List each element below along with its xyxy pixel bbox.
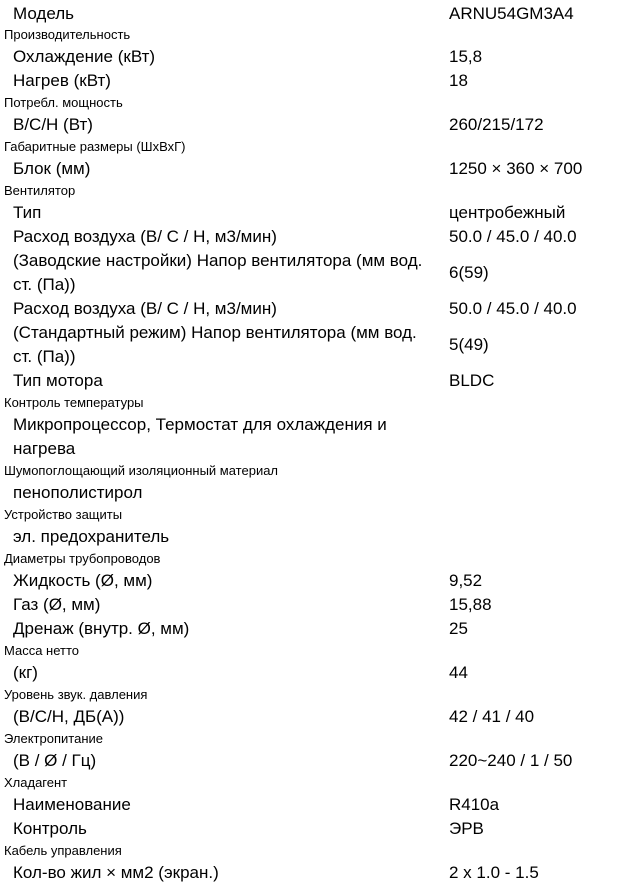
spec-row bbox=[0, 113, 619, 137]
spec-value: R410a bbox=[449, 795, 500, 814]
spec-row bbox=[0, 413, 619, 461]
spec-value: 15,8 bbox=[449, 47, 483, 66]
spec-label: (кг) bbox=[13, 663, 38, 682]
spec-label: (Стандартный режим) Напор вентилятора (мм вод. ст. (Па)) bbox=[13, 323, 417, 366]
spec-row bbox=[0, 749, 619, 773]
spec-label: Тип bbox=[13, 203, 42, 222]
spec-value: 18 bbox=[449, 71, 468, 90]
spec-label: Газ (Ø, мм) bbox=[13, 595, 101, 614]
section-title-protection: Устройство защиты bbox=[4, 507, 123, 522]
spec-row bbox=[0, 705, 619, 729]
spec-value: 5(49) bbox=[449, 335, 489, 354]
section-title-power-supply: Электропитание bbox=[4, 731, 103, 746]
spec-value: 6(59) bbox=[449, 263, 489, 282]
spec-label: Кол-во жил × мм2 (экран.) bbox=[13, 863, 219, 882]
spec-row bbox=[0, 321, 619, 369]
spec-value: 1250 × 360 × 700 bbox=[449, 159, 583, 178]
spec-label: Наименование bbox=[13, 795, 131, 814]
spec-value: 42 / 41 / 40 bbox=[449, 707, 535, 726]
spec-label: Тип мотора bbox=[13, 371, 103, 390]
spec-label: Микропроцессор, Термостат для охлаждения и нагрева bbox=[13, 415, 387, 458]
spec-label: Жидкость (Ø, мм) bbox=[13, 571, 153, 590]
spec-row bbox=[0, 201, 619, 225]
spec-value: 9,52 bbox=[449, 571, 483, 590]
section-title-refrigerant: Хладагент bbox=[4, 775, 68, 790]
spec-row bbox=[0, 45, 619, 69]
section-title-temp-control: Контроль температуры bbox=[4, 395, 144, 410]
spec-value: ЭРВ bbox=[449, 819, 484, 838]
spec-label: Блок (мм) bbox=[13, 159, 91, 178]
section-title-performance: Производительность bbox=[4, 27, 131, 42]
section-title-dimensions: Габаритные размеры (ШхВхГ) bbox=[4, 139, 186, 154]
section-title-fan: Вентилятор bbox=[4, 183, 76, 198]
section-title-control-cable: Кабель управления bbox=[4, 843, 122, 858]
spec-value: 220~240 / 1 / 50 bbox=[449, 751, 573, 770]
spec-row bbox=[0, 297, 619, 321]
spec-label: В/С/Н (Вт) bbox=[13, 115, 93, 134]
spec-label: Дренаж (внутр. Ø, мм) bbox=[13, 619, 190, 638]
spec-row bbox=[0, 793, 619, 817]
spec-value: 2 x 1.0 - 1.5 bbox=[449, 863, 539, 882]
spec-label: (В/С/Н, ДБ(А)) bbox=[13, 707, 125, 726]
spec-row bbox=[0, 817, 619, 841]
spec-row bbox=[0, 593, 619, 617]
spec-value: 44 bbox=[449, 663, 468, 682]
model-label: Модель bbox=[13, 4, 75, 23]
section-title-sound: Уровень звук. давления bbox=[4, 687, 148, 702]
spec-label: Расход воздуха (В/ С / Н, м3/мин) bbox=[13, 227, 277, 246]
spec-label: Нагрев (кВт) bbox=[13, 71, 111, 90]
spec-value: BLDC bbox=[449, 371, 495, 390]
spec-value: 25 bbox=[449, 619, 468, 638]
spec-label: Охлаждение (кВт) bbox=[13, 47, 156, 66]
model-value: ARNU54GM3A4 bbox=[449, 4, 574, 23]
spec-value: 50.0 / 45.0 / 40.0 bbox=[449, 299, 577, 318]
spec-value: 260/215/172 bbox=[449, 115, 544, 134]
spec-value: 15,88 bbox=[449, 595, 492, 614]
section-title-power: Потребл. мощность bbox=[4, 95, 123, 110]
spec-row bbox=[0, 525, 619, 549]
spec-row bbox=[0, 617, 619, 641]
spec-label: Расход воздуха (В/ С / Н, м3/мин) bbox=[13, 299, 277, 318]
spec-row bbox=[0, 569, 619, 593]
spec-value: 50.0 / 45.0 / 40.0 bbox=[449, 227, 577, 246]
spec-row bbox=[0, 157, 619, 181]
spec-value: центробежный bbox=[449, 203, 566, 222]
spec-label: Контроль bbox=[13, 819, 87, 838]
spec-label: (Заводские настройки) Напор вентилятора (мм вод. ст. (Па)) bbox=[13, 251, 423, 294]
section-title-pipes: Диаметры трубопроводов bbox=[4, 551, 161, 566]
spec-label: (В / Ø / Гц) bbox=[13, 751, 97, 770]
model-row bbox=[0, 2, 619, 26]
spec-row bbox=[0, 225, 619, 249]
spec-row bbox=[0, 249, 619, 297]
spec-label: эл. предохранитель bbox=[13, 527, 170, 546]
spec-row bbox=[0, 369, 619, 393]
section-title-weight: Масса нетто bbox=[4, 643, 80, 658]
spec-row bbox=[0, 69, 619, 93]
spec-row bbox=[0, 661, 619, 685]
spec-row bbox=[0, 481, 619, 505]
section-title-insulation: Шумопоглощающий изоляционный материал bbox=[4, 463, 279, 478]
spec-row bbox=[0, 861, 619, 883]
spec-label: пенополистирол bbox=[13, 483, 143, 502]
